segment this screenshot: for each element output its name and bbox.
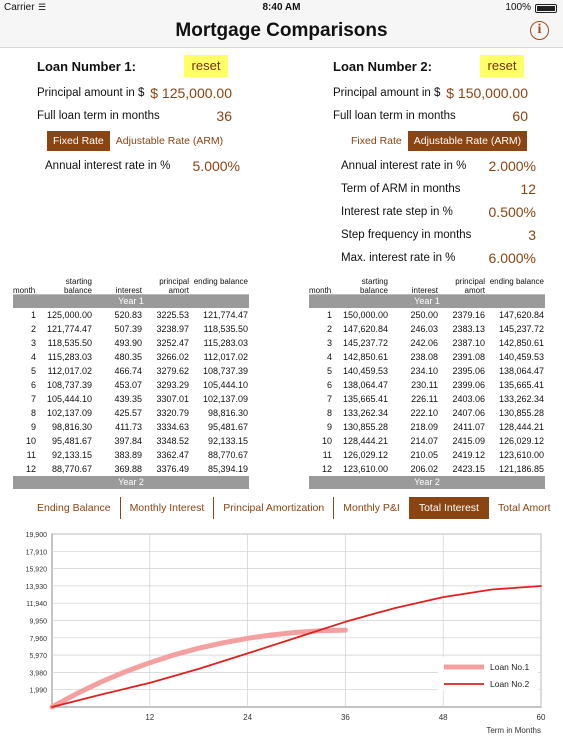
table-cell: 9 <box>326 422 332 432</box>
table-cell: 2 <box>30 324 36 334</box>
table-cell: 2411.07 <box>453 422 485 432</box>
table-cell: 121,774.47 <box>46 324 92 334</box>
loan1-fixed-rate-tab[interactable]: Fixed Rate <box>47 131 110 151</box>
table-row <box>13 378 249 392</box>
x-tick-label: 36 <box>340 713 350 722</box>
tab-ending-balance[interactable]: Ending Balance <box>28 497 121 519</box>
loan1-title: Loan Number 1: <box>37 59 136 74</box>
table-cell: 10 <box>25 436 36 446</box>
x-tick-label: 24 <box>243 713 253 722</box>
loan2-fixed-rate-tab[interactable]: Fixed Rate <box>351 135 402 147</box>
loan2-step-field[interactable]: 0.500% <box>488 204 536 220</box>
table-cell: 145,237.72 <box>498 324 544 334</box>
table-cell: 369.88 <box>114 464 142 474</box>
table-row <box>309 462 545 476</box>
table-body <box>309 308 545 476</box>
table-cell: 112,017.02 <box>47 366 92 376</box>
table-cell: 138,064.47 <box>498 366 544 376</box>
table-cell: 12 <box>321 464 332 474</box>
table-cell: 126,029.12 <box>498 436 544 446</box>
loan2-freq-field[interactable]: 3 <box>528 227 536 243</box>
table-cell: 411.73 <box>115 422 142 432</box>
loan2-arm-term-label: Term of ARM in months <box>341 183 461 195</box>
table-row <box>13 462 249 476</box>
table-cell: 108,737.39 <box>202 366 248 376</box>
x-tick-label: 60 <box>536 713 546 722</box>
header-starting-balance: starting balance <box>359 277 388 295</box>
loan2-arm-term-field[interactable]: 12 <box>520 181 536 197</box>
table-cell: 10 <box>321 436 332 446</box>
table-row <box>13 308 249 322</box>
header-ending-balance: ending balance <box>193 277 248 286</box>
table-row <box>13 336 249 350</box>
table-cell: 95,481.67 <box>51 436 92 446</box>
table-cell: 150,000.00 <box>342 310 388 320</box>
loan1-term-label: Full loan term in months <box>37 110 160 122</box>
table-cell: 397.84 <box>114 436 142 446</box>
y-tick-label: 19,900 <box>25 532 47 539</box>
table-cell: 92,133.15 <box>51 450 92 460</box>
table-cell: 102,137.09 <box>46 408 92 418</box>
table-row <box>13 322 249 336</box>
table-cell: 218.09 <box>410 422 438 432</box>
table-cell: 230.11 <box>411 380 438 390</box>
loan1-principal-field[interactable]: $ 125,000.00 <box>150 85 232 101</box>
table-cell: 2403.06 <box>452 394 485 404</box>
table-row <box>13 392 249 406</box>
loan1-term-field[interactable]: 36 <box>216 108 232 124</box>
loan2-rate-row <box>341 158 536 174</box>
table-cell: 3238.97 <box>156 324 189 334</box>
table-body <box>13 308 249 476</box>
loan1-rate-row <box>45 158 240 174</box>
loan2-term-field[interactable]: 60 <box>512 108 528 124</box>
table-header <box>13 275 249 295</box>
table-cell: 88,770.67 <box>207 450 248 460</box>
table-cell: 8 <box>30 408 36 418</box>
table-cell: 222.10 <box>410 408 438 418</box>
loan2-principal-label: Principal amount in $ <box>333 87 441 99</box>
table-cell: 115,283.03 <box>47 352 92 362</box>
table-cell: 3348.52 <box>156 436 189 446</box>
table-cell: 9 <box>30 422 36 432</box>
table-row <box>309 448 545 462</box>
header-principal-amort: principal amort <box>455 277 485 295</box>
table-cell: 105,444.10 <box>202 380 248 390</box>
table-cell: 11 <box>322 450 332 460</box>
carrier-label: Carrier <box>4 2 35 13</box>
table-cell: 98,816.30 <box>51 422 92 432</box>
table-cell: 88,770.67 <box>51 464 92 474</box>
table-cell: 493.90 <box>114 338 142 348</box>
page-title: Mortgage Comparisons <box>175 20 388 41</box>
loan1-rate-type-segmented <box>47 131 229 151</box>
table-cell: 105,444.10 <box>46 394 92 404</box>
loan2-panel <box>318 52 563 272</box>
tab-total-amort[interactable]: Total Amort <box>497 502 551 514</box>
table-row <box>309 406 545 420</box>
table-cell: 6 <box>326 380 332 390</box>
table-row <box>309 364 545 378</box>
loan2-reset-button[interactable]: reset <box>480 55 524 77</box>
table-cell: 5 <box>30 366 36 376</box>
table-cell: 2407.06 <box>452 408 485 418</box>
loan2-term-label: Full loan term in months <box>333 110 456 122</box>
table-cell: 4 <box>30 352 36 362</box>
table-cell: 6 <box>30 380 36 390</box>
table-row <box>13 420 249 434</box>
table-cell: 145,237.72 <box>342 338 388 348</box>
table-cell: 115,283.03 <box>203 338 248 348</box>
tab-principal-amortization[interactable]: Principal Amortization <box>214 497 334 519</box>
y-tick-label: 13,930 <box>25 583 47 591</box>
table-cell: 3252.47 <box>156 338 189 348</box>
year-header: Year 1 <box>309 295 545 308</box>
year-header: Year 2 <box>13 476 249 489</box>
loan1-rate-label: Annual interest rate in % <box>45 160 171 172</box>
loan2-freq-label: Step frequency in months <box>341 229 472 241</box>
table-row <box>13 350 249 364</box>
clock: 8:40 AM <box>262 2 301 13</box>
total-interest-chart <box>0 524 563 750</box>
table-cell: 234.10 <box>410 366 438 376</box>
loan2-rate-type-segmented <box>345 131 527 151</box>
loan1-panel <box>22 52 282 272</box>
table-cell: 4 <box>326 352 332 362</box>
loan2-rate-field[interactable]: 2.000% <box>488 158 536 174</box>
table-cell: 123,610.00 <box>342 464 388 474</box>
table-cell: 7 <box>326 394 332 404</box>
table-cell: 147,620.84 <box>342 324 388 334</box>
table-row <box>309 308 545 322</box>
table-cell: 2391.08 <box>452 352 485 362</box>
year-header: Year 1 <box>13 295 249 308</box>
loan2-principal-field[interactable]: $ 150,000.00 <box>446 85 528 101</box>
table-cell: 128,444.21 <box>342 436 388 446</box>
table-cell: 3225.53 <box>156 310 189 320</box>
table-cell: 130,855.28 <box>342 422 388 432</box>
y-tick-label: 9,950 <box>29 618 47 626</box>
table-cell: 2419.12 <box>452 450 485 460</box>
loan2-max-row <box>341 250 536 266</box>
y-tick-label: 15,920 <box>25 566 47 574</box>
table-header <box>309 275 545 295</box>
table-row <box>13 406 249 420</box>
table-cell: 3279.62 <box>156 366 189 376</box>
table-cell: 2415.09 <box>452 436 485 446</box>
loan1-arm-tab[interactable]: Adjustable Rate (ARM) <box>115 135 224 147</box>
loan2-freq-row <box>341 227 536 243</box>
table-cell: 214.07 <box>410 436 438 446</box>
table-cell: 7 <box>30 394 36 404</box>
table-row <box>13 448 249 462</box>
loan1-amortization-table[interactable] <box>13 275 249 489</box>
loan2-arm-tab[interactable]: Adjustable Rate (ARM) <box>408 131 527 151</box>
table-cell: 8 <box>326 408 332 418</box>
y-tick-label: 7,960 <box>29 635 47 643</box>
table-cell: 2 <box>326 324 332 334</box>
legend-label: Loan No.2 <box>490 679 530 689</box>
table-cell: 480.35 <box>114 352 142 362</box>
table-cell: 98,816.30 <box>207 408 248 418</box>
loan1-rate-field[interactable]: 5.000% <box>192 158 240 174</box>
table-cell: 11 <box>26 450 36 460</box>
table-cell: 128,444.21 <box>498 422 544 432</box>
table-cell: 140,459.53 <box>498 352 544 362</box>
y-tick-label: 3,980 <box>29 670 47 678</box>
table-cell: 142,850.61 <box>342 352 388 362</box>
table-cell: 85,394.19 <box>207 464 248 474</box>
loan1-principal-label: Principal amount in $ <box>37 87 145 99</box>
x-axis-label: Term in Months <box>486 726 541 735</box>
y-tick-label: 17,910 <box>25 549 47 557</box>
loan2-principal-row <box>333 85 528 101</box>
table-cell: 2395.06 <box>452 366 485 376</box>
table-cell: 3376.49 <box>156 464 189 474</box>
x-tick-label: 48 <box>438 713 448 722</box>
x-tick-label: 12 <box>145 713 155 722</box>
loan1-principal-row <box>37 85 232 101</box>
table-cell: 126,029.12 <box>342 450 388 460</box>
table-cell: 133,262.34 <box>498 394 544 404</box>
loan1-reset-button[interactable]: reset <box>184 55 228 77</box>
status-bar <box>0 0 563 16</box>
info-icon[interactable]: i <box>530 21 549 40</box>
table-cell: 242.06 <box>410 338 438 348</box>
table-cell: 2423.15 <box>452 464 485 474</box>
table-cell: 121,774.47 <box>202 310 248 320</box>
loan2-rate-label: Annual interest rate in % <box>341 160 467 172</box>
table-cell: 2387.10 <box>452 338 485 348</box>
table-cell: 102,137.09 <box>202 394 248 404</box>
table-cell: 383.89 <box>114 450 142 460</box>
table-cell: 3334.63 <box>156 422 189 432</box>
table-row <box>309 378 545 392</box>
table-row <box>13 434 249 448</box>
table-cell: 206.02 <box>410 464 438 474</box>
table-cell: 3320.79 <box>156 408 189 418</box>
table-cell: 425.57 <box>114 408 142 418</box>
table-cell: 112,017.02 <box>203 352 248 362</box>
y-tick-label: 5,970 <box>29 653 47 661</box>
chart-tabs <box>28 497 560 519</box>
loan2-step-row <box>341 204 536 220</box>
table-cell: 3 <box>326 338 332 348</box>
table-row <box>309 434 545 448</box>
table-cell: 5 <box>326 366 332 376</box>
table-cell: 1 <box>30 310 36 320</box>
header-principal-amort: principal amort <box>159 277 189 295</box>
table-cell: 121,186.85 <box>498 464 544 474</box>
table-cell: 147,620.84 <box>498 310 544 320</box>
battery-percent: 100% <box>505 2 531 13</box>
table-cell: 3293.29 <box>156 380 189 390</box>
table-cell: 520.83 <box>114 310 142 320</box>
y-tick-label: 1,990 <box>29 687 47 695</box>
table-cell: 210.05 <box>410 450 438 460</box>
table-cell: 118,535.50 <box>47 338 92 348</box>
wifi-icon: ☰ <box>38 2 47 12</box>
table-cell: 250.00 <box>410 310 438 320</box>
table-cell: 2399.06 <box>452 380 485 390</box>
table-cell: 238.08 <box>410 352 438 362</box>
tab-total-interest[interactable]: Total Interest <box>410 497 489 519</box>
loan2-amortization-table[interactable] <box>309 275 545 489</box>
table-cell: 3362.47 <box>156 450 189 460</box>
table-cell: 135,665.41 <box>498 380 544 390</box>
table-cell: 123,610.00 <box>498 450 544 460</box>
loan2-max-field[interactable]: 6.000% <box>488 250 536 266</box>
table-cell: 130,855.28 <box>498 408 544 418</box>
table-cell: 118,535.50 <box>203 324 248 334</box>
year-header: Year 2 <box>309 476 545 489</box>
table-cell: 2383.13 <box>452 324 485 334</box>
table-cell: 246.03 <box>410 324 438 334</box>
table-cell: 439.35 <box>114 394 142 404</box>
loan2-max-label: Max. interest rate in % <box>341 252 456 264</box>
table-cell: 142,850.61 <box>498 338 544 348</box>
table-cell: 507.39 <box>114 324 142 334</box>
header-month: month <box>309 286 332 295</box>
table-row <box>309 322 545 336</box>
table-row <box>309 350 545 364</box>
table-cell: 466.74 <box>114 366 142 376</box>
header-starting-balance: starting balance <box>63 277 92 295</box>
table-cell: 135,665.41 <box>342 394 388 404</box>
table-cell: 95,481.67 <box>207 422 248 432</box>
battery-icon <box>535 4 557 13</box>
table-cell: 140,459.53 <box>342 366 388 376</box>
table-cell: 92,133.15 <box>207 436 248 446</box>
header-interest: interest <box>115 286 142 295</box>
table-cell: 1 <box>326 310 332 320</box>
table-cell: 2379.16 <box>452 310 485 320</box>
table-cell: 133,262.34 <box>342 408 388 418</box>
table-row <box>13 364 249 378</box>
y-tick-label: 11,940 <box>26 601 47 609</box>
table-cell: 3266.02 <box>156 352 189 362</box>
table-row <box>309 392 545 406</box>
table-cell: 138,064.47 <box>342 380 388 390</box>
table-cell: 3 <box>30 338 36 348</box>
tab-monthly-interest[interactable]: Monthly Interest <box>121 497 215 519</box>
table-cell: 12 <box>25 464 36 474</box>
loan2-title: Loan Number 2: <box>333 59 432 74</box>
table-cell: 108,737.39 <box>46 380 92 390</box>
navigation-bar <box>0 16 563 48</box>
table-row <box>309 420 545 434</box>
tab-monthly-p-i[interactable]: Monthly P&I <box>334 497 410 519</box>
loan1-term-row <box>37 108 232 124</box>
table-cell: 125,000.00 <box>46 310 92 320</box>
table-cell: 226.11 <box>411 394 438 404</box>
header-month: month <box>13 286 36 295</box>
header-ending-balance: ending balance <box>489 277 544 286</box>
legend-label: Loan No.1 <box>490 662 530 672</box>
table-cell: 453.07 <box>114 380 142 390</box>
loan2-term-row <box>333 108 528 124</box>
header-interest: interest <box>411 286 438 295</box>
table-cell: 3307.01 <box>156 394 189 404</box>
table-row <box>309 336 545 350</box>
loan2-step-label: Interest rate step in % <box>341 206 453 218</box>
loan2-arm-term-row <box>341 181 536 197</box>
